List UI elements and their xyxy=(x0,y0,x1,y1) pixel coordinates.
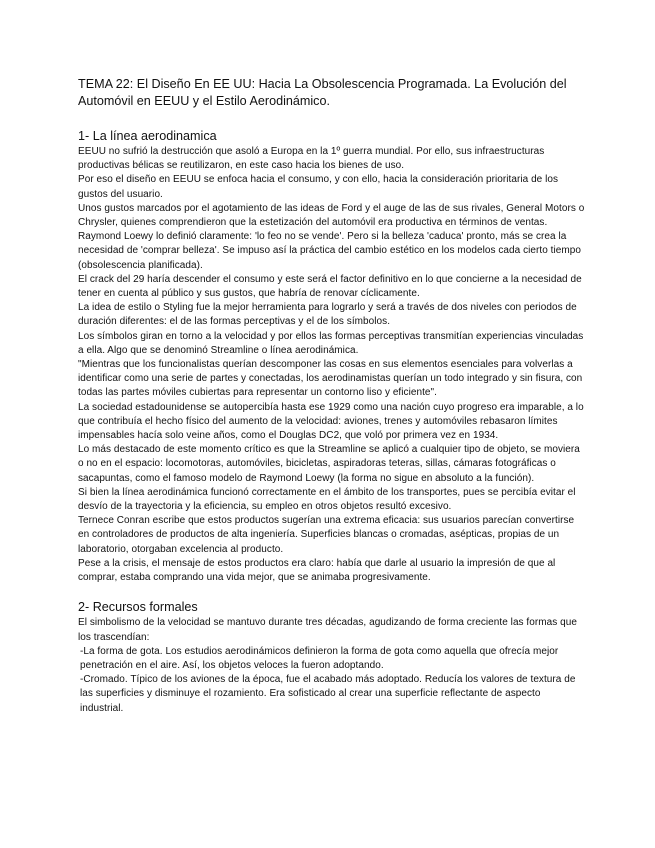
paragraph: Ternece Conran escribe que estos productos sugerían una extrema eficacia: sus usuarios parecían convertirse en controladores de productos de alta ingeniería. Superficies blancas o cromadas, asépticas, propias de un laboratorio, otorgaban excelencia al producto. xyxy=(78,515,575,555)
paragraph: "Mientras que los funcionalistas querían descomponer las cosas en sus elementos esenciales para volverlas a identificar como una serie de partes y conectadas, los aerodinamistas querían un todo integrado y sin fisura, con todas las partes móviles cubiertas para representar un contorno liso y eficiente". xyxy=(78,359,583,399)
section-linea-aerodinamica xyxy=(78,128,585,585)
section-heading: 2- Recursos formales xyxy=(78,600,198,615)
paragraph: Lo más destacado de este momento crítico es que la Streamline se aplicó a cualquier tipo de objeto, se moviera o no en el espacio: locomotoras, automóviles, bicicletas, aspiradoras teteras, sillas, cámaras fotográficas o sacapuntas, como el famoso modelo de Raymond Loewy (la forma no sigue en absoluto a la función). xyxy=(78,444,580,484)
document-title: TEMA 22: El Diseño En EE UU: Hacia La Obsolescencia Programada. La Evolución del Automóvil en EEUU y el Estilo Aerodinámico. xyxy=(78,77,567,108)
paragraph: Pese a la crisis, el mensaje de estos productos era claro: había que darle al usuario la impresión de que al comprar, estaba comprando una vida mejor, que se animaba progresivamente. xyxy=(78,557,556,584)
paragraph: El simbolismo de la velocidad se mantuvo durante tres décadas, agudizando de forma creciente las formas que los trascendían: xyxy=(78,617,577,643)
paragraph: Por eso el diseño en EEUU se enfoca hacia el consumo, y con ello, hacia la consideración prioritaria de los gustos del usuario. xyxy=(78,174,559,200)
section-heading: 1- La línea aerodinamica xyxy=(78,129,217,143)
paragraph: La idea de estilo o Styling fue la mejor herramienta para lograrlo y será a través de dos niveles con periodos de duración diferentes: el de las formas perceptivas y el de los símbolos. xyxy=(78,302,577,328)
section-recursos-formales xyxy=(78,599,585,715)
paragraph: EEUU no sufrió la destrucción que asoló a Europa en la 1º guerra mundial. Por ello, sus infraestructuras productivas bélicas se reutilizaron, en este caso hacia los bienes de uso. xyxy=(78,146,545,172)
list-item-cromado: -Cromado. Típico de los aviones de la época, fue el acabado más adoptado. Reducía los valores de textura de las superficies y disminuye el rozamiento. Era sofisticado al crear una superficie reflectante de aspecto industrial. xyxy=(80,674,576,714)
list-item-forma-de-gota: -La forma de gota. Los estudios aerodinámicos definieron la forma de gota como aquella que ofrecía mejor penetración en el aire. Así, los objetos veloces la fueron adoptando. xyxy=(80,645,559,671)
paragraph: Raymond Loewy lo definió claramente: 'lo feo no se vende'. Pero si la belleza 'caduca' pronto, más se crea la necesidad de 'comprar belleza'. Se impuso así la práctica del cambio estético en los modelos cada cierto tiempo (obsolescencia planificada). xyxy=(78,231,581,271)
paragraph: La sociedad estadounidense se autopercibía hasta ese 1929 como una nación cuyo progreso era imparable, a lo que contribuía el hecho físico del aumento de la velocidad: aviones, trenes y automóviles rebasaron límites impensables hacía solo veine años, como el Douglas DC2, que voló por primera vez en 1934. xyxy=(78,401,584,442)
paragraph: Unos gustos marcados por el agotamiento de las ideas de Ford y el auge de las de sus rivales, General Motors o Chrysler, quienes comprendieron que la estetización del automóvil era productiva en términos de ventas. xyxy=(78,202,585,229)
paragraph: Los símbolos giran en torno a la velocidad y por ellos las formas perceptivas transmitían experiencias vinculadas a ella. Algo que se denominó Streamline o línea aerodinámica. xyxy=(78,330,584,356)
paragraph: El crack del 29 haría descender el consumo y este será el factor definitivo en lo que concierne a la necesidad de tener en cuenta al público y sus gustos, que habría de renovar cíclicamente. xyxy=(78,273,582,300)
paragraph: Si bien la línea aerodinámica funcionó correctamente en el ámbito de los transportes, pues se percibía evitar el desvío de la trayectoria y la eficiencia, su empleo en otros objetos resultó excesivo. xyxy=(78,486,576,513)
